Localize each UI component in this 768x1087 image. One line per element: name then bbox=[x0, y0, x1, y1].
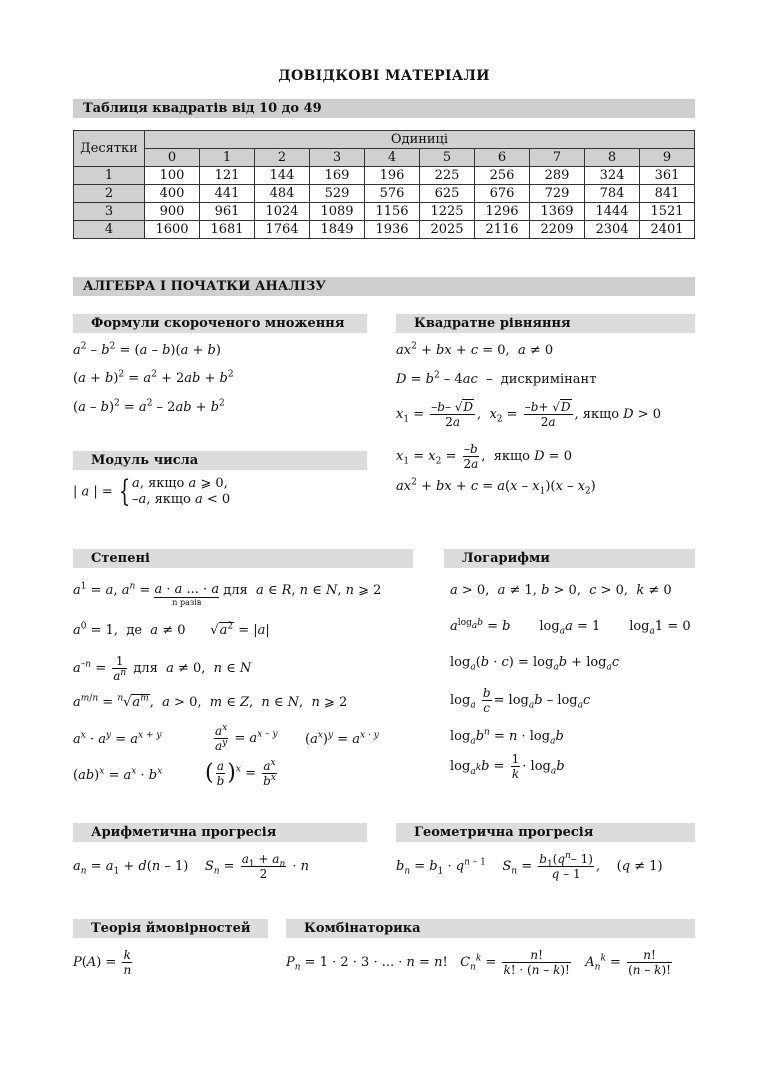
algebra-section-header: АЛГЕБРА І ПОЧАТКИ АНАЛІЗУ bbox=[73, 277, 695, 296]
logs-header: Логарифми bbox=[444, 549, 695, 568]
modulus-header: Модуль числа bbox=[73, 451, 367, 470]
square-cell: 1764 bbox=[255, 221, 310, 239]
square-cell: 676 bbox=[475, 185, 530, 203]
square-cell: 1024 bbox=[255, 203, 310, 221]
square-cell: 841 bbox=[640, 185, 695, 203]
table-row bbox=[74, 203, 695, 221]
double-root-formula: $x_1 = x_2$ = $\frac{-b}{2a}$ , якщо D = 0 bbox=[396, 442, 572, 471]
square-cell: 2304 bbox=[585, 221, 640, 239]
roots-formula: $x_1$ = $\frac{-b- √D}{2a}$ , $x_2$ = $\frac{-b+ √D}{2a}$ , якщо D > 0 bbox=[396, 400, 662, 429]
powers-header: Степені bbox=[73, 549, 413, 568]
unit-header: 1 bbox=[200, 149, 255, 167]
square-cell: 1936 bbox=[365, 221, 420, 239]
unit-header: 0 bbox=[145, 149, 200, 167]
square-cell: 121 bbox=[200, 167, 255, 185]
unit-header: 3 bbox=[310, 149, 365, 167]
factorization-formula: $ax^2$ + bx + $c = a(x - x_1)(x - x_2)$ bbox=[396, 477, 596, 497]
square-cell: 144 bbox=[255, 167, 310, 185]
log-identities: $a^{log_ab} = b$ $\log_aa = 1$ $\log_a1 = 0$ bbox=[450, 617, 691, 637]
table-row bbox=[74, 221, 695, 239]
quadratic-header: Квадратне рівняння bbox=[396, 314, 695, 333]
square-cell: 784 bbox=[585, 185, 640, 203]
square-cell: 289 bbox=[530, 167, 585, 185]
unit-header: 6 bbox=[475, 149, 530, 167]
tens-label: Десятки bbox=[74, 131, 145, 167]
power-quotient: $\frac{a^x}{a^y}$ = $a^{x - y}$ bbox=[215, 723, 278, 753]
square-cell: 2401 bbox=[640, 221, 695, 239]
power-of-product: $(ab)^x = a^x \cdot b^x$ bbox=[73, 766, 163, 783]
square-cell: 1296 bbox=[475, 203, 530, 221]
unit-header: 4 bbox=[365, 149, 420, 167]
square-cell: 225 bbox=[420, 167, 475, 185]
tens-cell: 1 bbox=[74, 167, 145, 185]
square-cell: 1681 bbox=[200, 221, 255, 239]
modulus-definition: | a | = { a, якщо a ⩾ 0, –a, якщо a < 0 bbox=[73, 474, 231, 509]
square-cell: 529 bbox=[310, 185, 365, 203]
square-cell: 400 bbox=[145, 185, 200, 203]
log-product: $\log_a(b \cdot c) = \log_ab + \log_ac$ bbox=[450, 655, 620, 673]
square-cell: 484 bbox=[255, 185, 310, 203]
table-row bbox=[74, 185, 695, 203]
short-mult-header: Формули скороченого множення bbox=[73, 314, 367, 333]
square-cell: 1444 bbox=[585, 203, 640, 221]
log-quotient: $\log_a$ $\frac{b}{c}$ = $\log_ab - \log_ac$ bbox=[450, 686, 591, 715]
square-cell: 1369 bbox=[530, 203, 585, 221]
square-cell: 729 bbox=[530, 185, 585, 203]
prob-formula: P(A) = $\frac{k}{n}$ bbox=[73, 948, 132, 977]
power-rational: $a^{m/n} = ^n√a^m$, a > 0, m ∈ Z, n ∈ N, n ⩾ 2 bbox=[73, 693, 348, 710]
unit-header: 2 bbox=[255, 149, 310, 167]
power-zero: $a^0 = 1$, де a ≠ 0 $√a^2 = |a|$ bbox=[73, 621, 270, 638]
comb-formulas: $P_n = 1 \cdot 2 \cdot 3$ · ... · n = n! $C_n^k$ = $\frac{n!}{k! \cdot (n - k)!}$ $A_n^k$ = $\frac{n!}{(n - k)!}$ bbox=[286, 948, 671, 977]
squares-table-header: Таблиця квадратів від 10 до 49 bbox=[73, 99, 695, 118]
units-label: Одиниці bbox=[145, 131, 695, 149]
square-cell: 324 bbox=[585, 167, 640, 185]
square-cell: 361 bbox=[640, 167, 695, 185]
square-cell: 441 bbox=[200, 185, 255, 203]
power-product: $a^x \cdot a^y = a^{x + y}$ bbox=[73, 730, 162, 747]
square-cell: 625 bbox=[420, 185, 475, 203]
comb-header: Комбінаторика bbox=[286, 919, 695, 938]
square-cell: 2116 bbox=[475, 221, 530, 239]
geom-header: Геометрична прогресія bbox=[396, 823, 695, 842]
formula-square-diff: $(a - b)^2 = a^2 - 2ab + b^2$ bbox=[73, 398, 225, 415]
geom-formulas: $b_n = b_1 \cdot q^{n - 1}$ $S_n$ = $\frac{b_1(q^n- 1)}{q - 1}$ , (q ≠ 1) bbox=[396, 851, 663, 881]
power-of-quotient: ( $\frac{a}{b}$ )$^x$ = $\frac{a^x}{b^x}$ bbox=[205, 758, 276, 788]
tens-cell: 4 bbox=[74, 221, 145, 239]
square-cell: 1225 bbox=[420, 203, 475, 221]
unit-header: 7 bbox=[530, 149, 585, 167]
unit-header: 5 bbox=[420, 149, 475, 167]
power-definition: $a^1 = a$, $a^n$ = a · a ... · a n разів для a ∈ R, n ∈ N, n ⩾ 2 bbox=[73, 581, 382, 607]
power-negative: $a^{-n}$ = $\frac{1}{a^n}$ для a ≠ 0, n ∈ N bbox=[73, 654, 252, 683]
square-cell: 256 bbox=[475, 167, 530, 185]
formula-diff-squares: $a^2 - b^2 = (a - b)(a + b)$ bbox=[73, 341, 221, 358]
tens-cell: 3 bbox=[74, 203, 145, 221]
square-cell: 1849 bbox=[310, 221, 365, 239]
square-cell: 169 bbox=[310, 167, 365, 185]
unit-header: 8 bbox=[585, 149, 640, 167]
tens-cell: 2 bbox=[74, 185, 145, 203]
square-cell: 576 bbox=[365, 185, 420, 203]
quadratic-equation: $ax^2$ + bx + c = 0, a ≠ 0 bbox=[396, 341, 554, 358]
square-cell: 1089 bbox=[310, 203, 365, 221]
formula-square-sum: $(a + b)^2 = a^2 + 2ab + b^2$ bbox=[73, 369, 234, 386]
square-cell: 196 bbox=[365, 167, 420, 185]
log-conditions: a > 0, a ≠ 1, b > 0, c > 0, k ≠ 0 bbox=[450, 583, 672, 598]
square-cell: 900 bbox=[145, 203, 200, 221]
square-cell: 100 bbox=[145, 167, 200, 185]
square-cell: 961 bbox=[200, 203, 255, 221]
power-of-power: $(a^x)^y = a^{x \cdot y}$ bbox=[305, 730, 379, 747]
unit-header: 9 bbox=[640, 149, 695, 167]
log-power: $\log_ab^n = n \cdot \log_ab$ bbox=[450, 727, 564, 747]
page-title: ДОВІДКОВІ МАТЕРІАЛИ bbox=[278, 68, 490, 84]
table-row bbox=[74, 167, 695, 185]
square-cell: 2025 bbox=[420, 221, 475, 239]
arith-formulas: $a_n = a_1 + d(n - 1)$ $S_n$ = $\frac{a_1 + a_n}{2}$ · n bbox=[73, 852, 310, 881]
log-base-power: $\log_{a^k}b$ = $\frac{1}{k}$ · $\log_ab$ bbox=[450, 752, 565, 781]
arith-header: Арифметична прогресія bbox=[73, 823, 367, 842]
prob-header: Теорія ймовірностей bbox=[73, 919, 268, 938]
square-cell: 1521 bbox=[640, 203, 695, 221]
square-cell: 1156 bbox=[365, 203, 420, 221]
squares-table bbox=[73, 130, 695, 239]
square-cell: 1600 bbox=[145, 221, 200, 239]
square-cell: 2209 bbox=[530, 221, 585, 239]
discriminant-formula: $D = b^2 - 4ac$ – дискримінант bbox=[396, 370, 597, 387]
